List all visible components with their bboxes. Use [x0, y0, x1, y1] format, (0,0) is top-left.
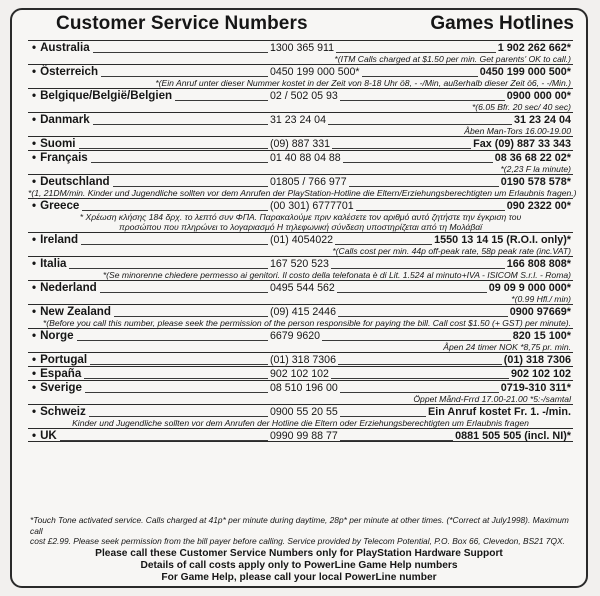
leader-line	[356, 210, 505, 211]
country-row	[28, 404, 573, 428]
row-note: *(1, 21DM/min. Kinder und Jugendliche sollten vor dem Anrufen der PlayStation-Hotline die Eltern/Erziehungsberechtigten um Erlaubnis fragen.)	[28, 188, 577, 198]
customer-service-number: (01) 4054022	[270, 234, 334, 246]
country-name: • Danmark	[32, 114, 90, 126]
row-note: *(Ein Anruf unter dieser Nummer kostet in der Zeit von 8-18 Uhr ö8, - -/Min, außerhalb dieser Zeit ö6, - -/Min.)	[155, 78, 571, 88]
country-row	[28, 328, 573, 352]
leader-line	[335, 244, 432, 245]
country-name: • Belgique/België/Belgien	[32, 90, 172, 102]
row-main-line	[28, 138, 573, 150]
customer-service-number: (09) 887 331	[270, 138, 331, 150]
leader-line	[101, 76, 268, 77]
row-main-line	[28, 234, 573, 246]
row-main-line	[28, 282, 573, 294]
leader-line	[82, 210, 268, 211]
country-name: • España	[32, 368, 81, 380]
row-main-line	[28, 368, 573, 380]
row-main-line	[28, 200, 573, 212]
leader-line	[349, 186, 499, 187]
row-main-line	[28, 430, 573, 442]
support-notice	[12, 548, 586, 584]
games-hotline-number: 09 09 9 000 000*	[488, 282, 571, 294]
country-row	[28, 64, 573, 88]
games-hotline-number: 166 808 808*	[506, 258, 571, 270]
country-name: • Österreich	[32, 66, 98, 78]
games-hotline-number: (01) 318 7306	[503, 354, 571, 366]
customer-service-number: 0990 99 88 77	[270, 430, 338, 442]
customer-service-number: 08 510 196 00	[270, 382, 338, 394]
leader-line	[322, 340, 511, 341]
row-main-line	[28, 42, 573, 54]
row-note: Kinder und Jugendliche sollten vor dem Anrufen der Hotline die Eltern oder Erziehungsberechtigten um Erlaubnis fragen	[72, 418, 529, 428]
country-name: • Deutschland	[32, 176, 110, 188]
row-main-line	[28, 330, 573, 342]
support-line: Please call these Customer Service Numbers only for PlayStation Hardware Support	[95, 548, 503, 559]
country-row	[28, 112, 573, 136]
leader-line	[336, 52, 496, 53]
games-hotline-number: 902 102 102	[510, 368, 571, 380]
row-main-line	[28, 406, 573, 418]
leader-line	[332, 148, 471, 149]
leader-line	[340, 392, 499, 393]
country-name: • Français	[32, 152, 88, 164]
leader-line	[93, 124, 268, 125]
country-name: • New Zealand	[32, 306, 111, 318]
row-note: *(6.05 Bfr. 20 sec/ 40 sec)	[471, 102, 571, 112]
leader-line	[91, 162, 268, 163]
leader-line	[338, 316, 508, 317]
customer-service-number: 0450 199 000 500*	[270, 66, 360, 78]
customer-service-number: 6679 9620	[270, 330, 321, 342]
customer-service-number: 0900 55 20 55	[270, 406, 338, 418]
leader-line	[81, 244, 268, 245]
country-row	[28, 198, 573, 232]
games-hotline-number: Fax (09) 887 33 343	[473, 138, 571, 150]
leader-line	[89, 416, 268, 417]
customer-service-number: 02 / 502 05 93	[270, 90, 338, 102]
row-note: * Χρέωση κλήσης 184 δρχ. το λεπτό συν ΦΠΑ. Παρακαλούμε πριν καλέσετε τον αριθμό αυτό ζητήστε την έγκριση του	[79, 212, 522, 222]
leader-line	[69, 268, 268, 269]
country-list	[28, 40, 577, 442]
country-row	[28, 40, 573, 64]
country-row	[28, 352, 573, 366]
country-row	[28, 428, 573, 442]
row-note: *(Se minorenne chiedere permesso ai genitori. Il costo della telefonata è di Lit. 1.524 al minuto+IVA - ISICOM S.r.l. - Roma)	[102, 270, 571, 280]
country-name: • Sverige	[32, 382, 82, 394]
leader-line	[340, 416, 426, 417]
country-name: • Italia	[32, 258, 66, 270]
country-name: • UK	[32, 430, 57, 442]
row-main-line	[28, 152, 573, 164]
country-row	[28, 304, 573, 328]
touch-tone-footnote	[30, 515, 574, 547]
country-row	[28, 174, 577, 198]
row-note: *(0.99 Hfl./ min)	[511, 294, 571, 304]
customer-service-number: 01805 / 766 977	[270, 176, 347, 188]
leader-line	[85, 392, 268, 393]
games-hotline-number: Ein Anruf kostet Fr. 1. -/min.	[428, 406, 571, 418]
customer-service-heading: Customer Service Numbers	[56, 13, 308, 34]
customer-service-number: (01) 318 7306	[270, 354, 336, 366]
country-name: • Portugal	[32, 354, 87, 366]
country-row	[28, 150, 573, 174]
games-hotline-number: 820 15 100*	[512, 330, 571, 342]
row-note: *(Calls cost per min. 44p off-peak rate, 58p peak rate (inc.VAT)	[332, 246, 571, 256]
leader-line	[60, 440, 268, 441]
leader-line	[77, 340, 268, 341]
leader-line	[331, 268, 505, 269]
country-row	[28, 232, 573, 256]
games-hotline-number: 1 902 262 662*	[497, 42, 571, 54]
customer-service-number: 902 102 102	[270, 368, 329, 380]
games-hotline-number: 08 36 68 22 02*	[494, 152, 571, 164]
leader-line	[343, 162, 493, 163]
row-main-line	[28, 176, 573, 188]
row-main-line	[28, 306, 573, 318]
customer-service-number: 31 23 24 04	[270, 114, 326, 126]
country-row	[28, 380, 573, 404]
row-note: προσώπου που πληρώνει το λογαριασμό Η τηλεφωνική σύνδεση υποστηρίζεται από τη Μολάβαϊ	[118, 222, 483, 232]
country-row	[28, 88, 573, 112]
games-hotline-number: 0900 000 00*	[506, 90, 571, 102]
support-line: For Game Help, please call your local PowerLine number	[161, 572, 437, 583]
country-name: • Australia	[32, 42, 90, 54]
customer-service-number: 1300 365 911	[270, 42, 335, 54]
games-hotlines-heading: Games Hotlines	[430, 13, 574, 34]
country-name: • Ireland	[32, 234, 78, 246]
header	[12, 12, 586, 36]
customer-service-number: (09) 415 2446	[270, 306, 336, 318]
games-hotline-number: 0719-310 311*	[500, 382, 571, 394]
row-note: Åben Man-Tors 16.00-19.00	[464, 126, 571, 136]
customer-service-number: 0495 544 562	[270, 282, 335, 294]
row-note: Öppet Månd-Frrd 17.00-21.00 *5:-/samtal	[413, 394, 571, 404]
games-hotline-number: 0881 505 505 (incl. NI)*	[455, 430, 571, 442]
row-main-line	[28, 66, 573, 78]
customer-service-number: 167 520 523	[270, 258, 329, 270]
leader-line	[340, 100, 505, 101]
country-name: • Greece	[32, 200, 79, 212]
leader-line	[328, 124, 512, 125]
footnote-line: *Touch Tone activated service. Calls charged at 41p* per minute during daytime, 28p* per minute at other times. (*Correct at July1998). Maximum call	[30, 515, 569, 536]
customer-service-number: (00 301) 6777701	[270, 200, 354, 212]
row-main-line	[28, 90, 573, 102]
country-name: • Suomi	[32, 138, 76, 150]
leader-line	[113, 186, 268, 187]
country-name: • Schweiz	[32, 406, 86, 418]
country-row	[28, 280, 573, 304]
row-main-line	[28, 258, 573, 270]
row-note: *(ITM Calls charged at $1.50 per min. Get parents' OK to call.)	[334, 54, 571, 64]
leader-line	[175, 100, 268, 101]
support-line: Details of call costs apply only to PowerLine Game Help numbers	[140, 560, 458, 571]
leader-line	[100, 292, 268, 293]
leader-line	[362, 76, 478, 77]
row-main-line	[28, 382, 573, 394]
games-hotline-number: 0900 97669*	[509, 306, 571, 318]
games-hotline-number: 0190 578 578*	[500, 176, 571, 188]
games-hotline-number: 090 2322 00*	[506, 200, 571, 212]
country-row	[28, 366, 573, 380]
games-hotline-number: 31 23 24 04	[513, 114, 571, 126]
hotline-sheet	[10, 8, 588, 588]
row-main-line	[28, 114, 573, 126]
leader-line	[84, 378, 268, 379]
row-note: Åpen 24 timer NOK *8,75 pr. min.	[443, 342, 571, 352]
leader-line	[340, 440, 453, 441]
country-row	[28, 136, 573, 150]
leader-line	[90, 364, 268, 365]
row-note: *(2,23 F la minute)	[500, 164, 571, 174]
leader-line	[338, 364, 502, 365]
leader-line	[79, 148, 268, 149]
row-main-line	[28, 354, 573, 366]
games-hotline-number: 1550 13 14 15 (R.O.I. only)*	[434, 234, 571, 246]
games-hotline-number: 0450 199 000 500*	[479, 66, 571, 78]
country-name: • Norge	[32, 330, 74, 342]
country-name: • Nederland	[32, 282, 97, 294]
leader-line	[114, 316, 268, 317]
row-note: *(Before you call this number, please seek the permission of the person responsible for paying the bill. Call cost $1.50 (+ GST) per minute).	[42, 318, 571, 328]
country-row	[28, 256, 573, 280]
customer-service-number: 01 40 88 04 88	[270, 152, 341, 164]
leader-line	[337, 292, 487, 293]
footnote-line: cost £2.99. Please seek permission from the bill payer before calling. Service provided by Telecom Potential, P.O. Box 66, Clevedon, BS21 7QX.	[30, 536, 565, 546]
leader-line	[331, 378, 509, 379]
leader-line	[93, 52, 268, 53]
